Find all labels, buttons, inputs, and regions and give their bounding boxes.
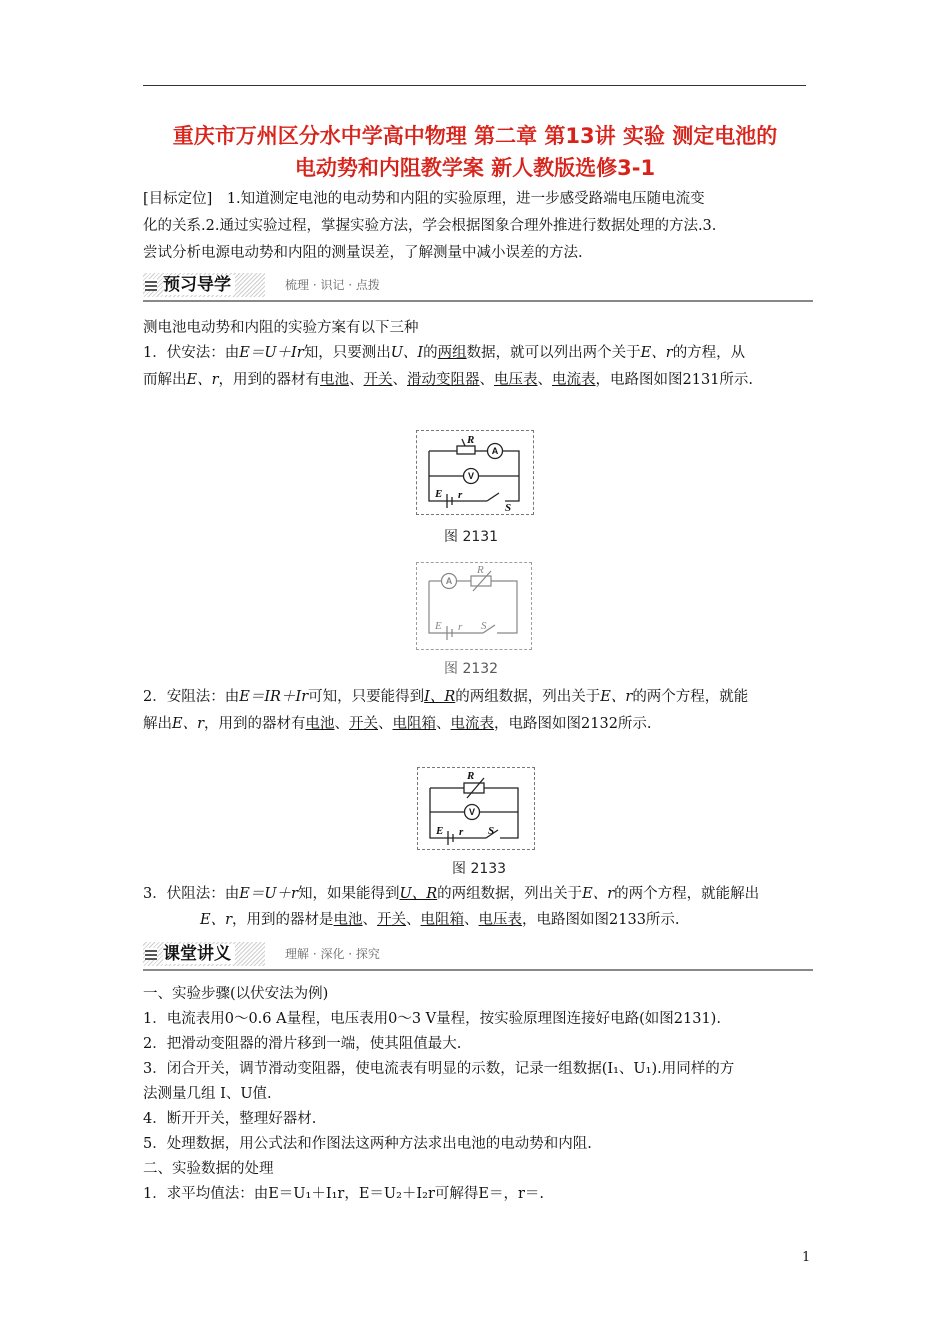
label-S: S <box>488 825 495 837</box>
figure-caption-2131: 图 2131 <box>444 529 499 545</box>
circuit-diagram-2132 <box>416 562 532 650</box>
label-E: E <box>435 488 443 500</box>
steps-heading: 一、实验步骤(以伏安法为例) <box>143 986 329 1002</box>
voltmeter-symbol: V <box>468 807 476 817</box>
section-label: 课堂讲义 <box>163 944 235 964</box>
voltmeter-symbol: V <box>467 471 475 481</box>
label-r: r <box>458 621 463 633</box>
label-E: E <box>435 620 442 632</box>
label-R: R <box>477 564 484 576</box>
method2-line-2: 解出E、r，用到的器材有电池、开关、电阻箱、电流表，电路图如图2132所示. <box>143 716 652 732</box>
intro-text: 测电池电动势和内阻的实验方案有以下三种 <box>143 320 419 336</box>
section-lecture-header <box>143 942 813 972</box>
step-3-line-1: 3．闭合开关，调节滑动变阻器，使电流表有明显的示数，记录一组数据(I₁、U₁).用同样的方 <box>143 1061 735 1077</box>
title-line-1: 重庆市万州区分水中学高中物理 第二章 第13讲 实验 测定电池的 <box>172 124 778 148</box>
stripe-icon <box>145 948 157 960</box>
data-processing-heading: 二、实验数据的处理 <box>143 1161 274 1177</box>
section-label: 预习导学 <box>163 275 235 295</box>
section-preview-header <box>143 273 813 303</box>
ammeter-symbol: A <box>491 446 499 456</box>
label-r: r <box>459 826 464 838</box>
step-4: 4．断开开关，整理好器材. <box>143 1111 317 1127</box>
figure-caption-2133: 图 2133 <box>452 861 507 877</box>
section-subtitle: 梳理 · 识记 · 点拨 <box>285 278 380 292</box>
method3-line-2: E、r，用到的器材是电池、开关、电阻箱、电压表，电路图如图2133所示. <box>200 912 680 928</box>
step-average-method: 1．求平均值法：由E＝U₁＋I₁r，E＝U₂＋I₂r可解得E＝，r＝. <box>143 1186 545 1202</box>
figure-caption-2132: 图 2132 <box>444 661 499 677</box>
circuit-diagram-2131 <box>416 430 534 515</box>
step-5: 5．处理数据，用公式法和作图法这两种方法求出电池的电动势和内阻. <box>143 1136 592 1152</box>
method2-line-1: 2．安阻法：由E＝IR＋Ir可知，只要能得到I、R的两组数据，列出关于E、r的两个方程，就能 <box>143 689 749 705</box>
label-r: r <box>458 489 463 501</box>
label-E: E <box>436 825 444 837</box>
page-title <box>100 120 850 184</box>
label-R: R <box>467 770 475 782</box>
goals-line-1: [目标定位] 1.知道测定电池的电动势和内阻的实验原理，进一步感受路端电压随电流变 <box>143 191 705 207</box>
stripe-icon <box>145 279 157 291</box>
page-number: 1 <box>802 1250 811 1265</box>
step-2: 2．把滑动变阻器的滑片移到一端，使其阻值最大. <box>143 1036 462 1052</box>
label-S: S <box>481 620 487 632</box>
method1-line-2: 而解出E、r，用到的器材有电池、开关、滑动变阻器、电压表、电流表，电路图如图2131所示. <box>143 372 754 388</box>
goals-line-2: 化的关系.2.通过实验过程，掌握实验方法，学会根据图象合理外推进行数据处理的方法.3. <box>143 218 717 234</box>
label-R: R <box>467 434 475 446</box>
label-S: S <box>505 502 512 514</box>
step-1: 1．电流表用0～0.6 A量程，电压表用0～3 V量程，按实验原理图连接好电路(如图2131). <box>143 1011 721 1027</box>
ammeter-symbol: A <box>445 576 453 586</box>
method3-line-1: 3．伏阻法：由E＝U＋r知，如果能得到U、R的两组数据，列出关于E、r的两个方程，就能解出 <box>143 886 760 902</box>
method1-line-1: 1．伏安法：由E＝U＋Ir知，只要测出U、I的两组数据，就可以列出两个关于E、r的方程，从 <box>143 345 746 361</box>
goals-line-3: 尝试分析电源电动势和内阻的测量误差，了解测量中减小误差的方法. <box>143 245 583 261</box>
header-rule <box>143 85 806 86</box>
title-line-2: 电动势和内阻教学案 新人教版选修3-1 <box>294 156 656 180</box>
step-3-line-2: 法测量几组 I、U值. <box>143 1086 272 1102</box>
circuit-diagram-2133 <box>417 767 535 850</box>
section-subtitle: 理解 · 深化 · 探究 <box>285 947 380 961</box>
